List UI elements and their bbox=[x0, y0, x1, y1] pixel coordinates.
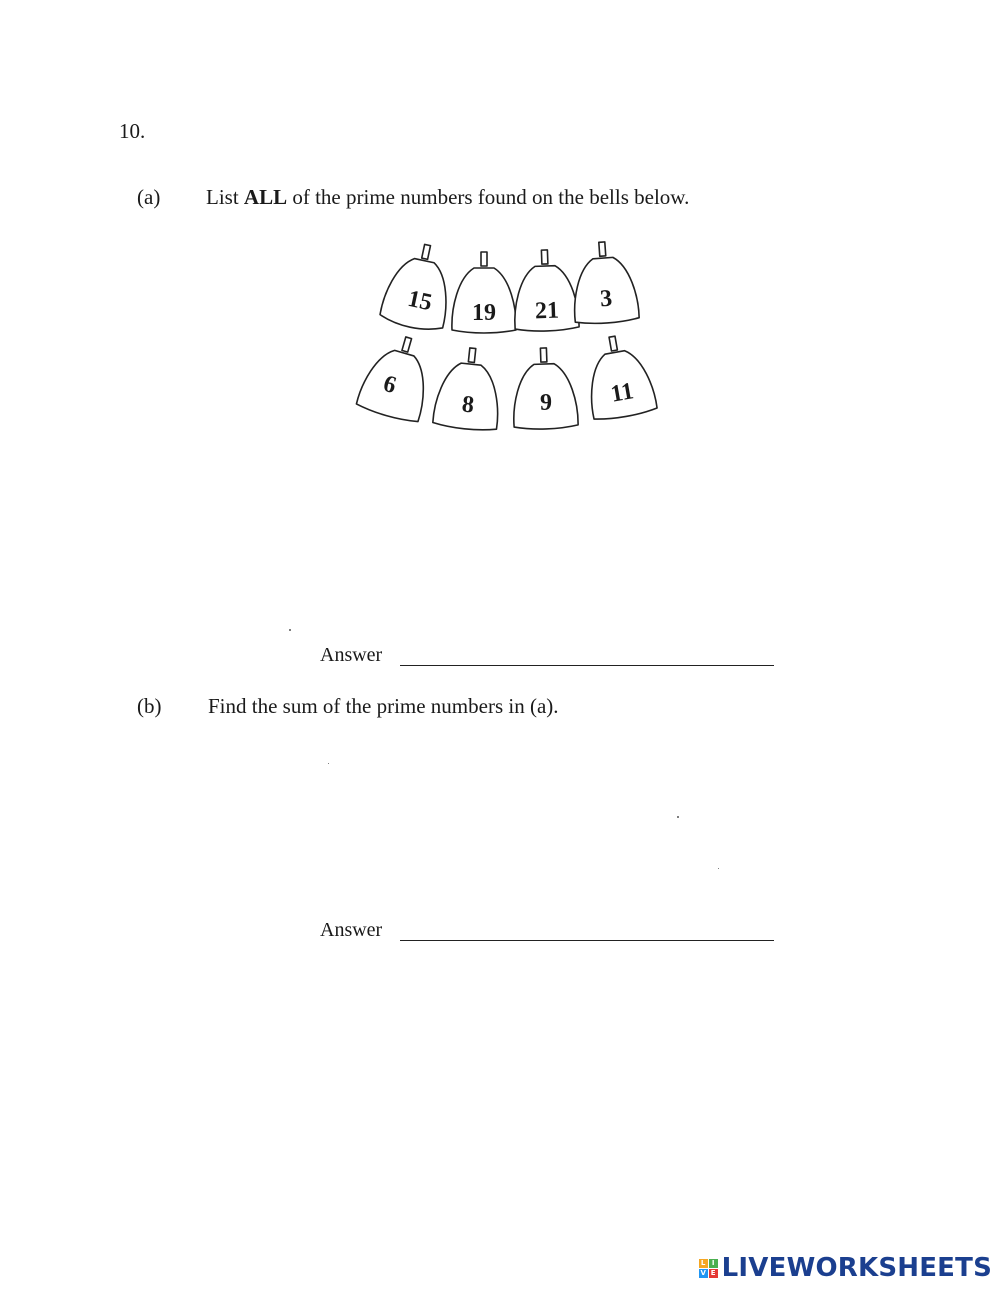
part-a-text-after: of the prime numbers found on the bells below. bbox=[287, 185, 690, 209]
bell-number: 8 bbox=[460, 391, 476, 419]
bell-bottom-3 bbox=[511, 347, 578, 430]
bell-number: 6 bbox=[380, 370, 400, 400]
logo-letter: I bbox=[709, 1259, 718, 1268]
bell-number: 11 bbox=[608, 378, 636, 408]
bell-bottom-2 bbox=[432, 345, 504, 432]
part-a-text-before: List bbox=[206, 185, 244, 209]
bell-top-1 bbox=[379, 238, 459, 334]
logo-letter: V bbox=[700, 1268, 706, 1277]
part-a-label: (a) bbox=[137, 185, 161, 209]
logo-letter: L bbox=[699, 1259, 708, 1268]
bells-illustration bbox=[340, 232, 680, 442]
bell-number: 19 bbox=[472, 300, 496, 326]
part-b-label: (b) bbox=[137, 694, 162, 718]
bells-svg bbox=[340, 232, 680, 442]
bell-number: 3 bbox=[599, 285, 613, 313]
liveworksheets-brand bbox=[699, 1253, 992, 1283]
bell-number: 21 bbox=[534, 297, 560, 325]
logo-letter: E bbox=[709, 1269, 718, 1278]
scan-speck bbox=[677, 816, 679, 818]
scan-speck bbox=[328, 763, 329, 764]
part-b-answer-row bbox=[320, 919, 780, 949]
scan-speck bbox=[718, 868, 719, 869]
brand-name: LIVEWORKSHEETS bbox=[721, 1253, 992, 1283]
part-b-instruction: Find the sum of the prime numbers in (a). bbox=[208, 694, 559, 718]
scan-speck bbox=[289, 629, 291, 631]
bell-number: 15 bbox=[405, 285, 435, 317]
part-b-answer-field[interactable] bbox=[400, 940, 774, 941]
part-a-answer-field[interactable] bbox=[400, 665, 774, 666]
liveworksheets-logo-icon bbox=[699, 1259, 718, 1278]
part-a-text-bold: ALL bbox=[243, 185, 288, 209]
bell-top-4 bbox=[570, 240, 640, 325]
part-a-answer-label: Answer bbox=[320, 644, 383, 666]
part-b-answer-label: Answer bbox=[320, 919, 383, 941]
part-a-answer-row bbox=[320, 644, 780, 674]
bell-number: 9 bbox=[540, 390, 552, 416]
part-a-instruction bbox=[206, 185, 689, 210]
bell-bottom-4 bbox=[580, 331, 657, 422]
question-number: 10. bbox=[119, 119, 146, 143]
